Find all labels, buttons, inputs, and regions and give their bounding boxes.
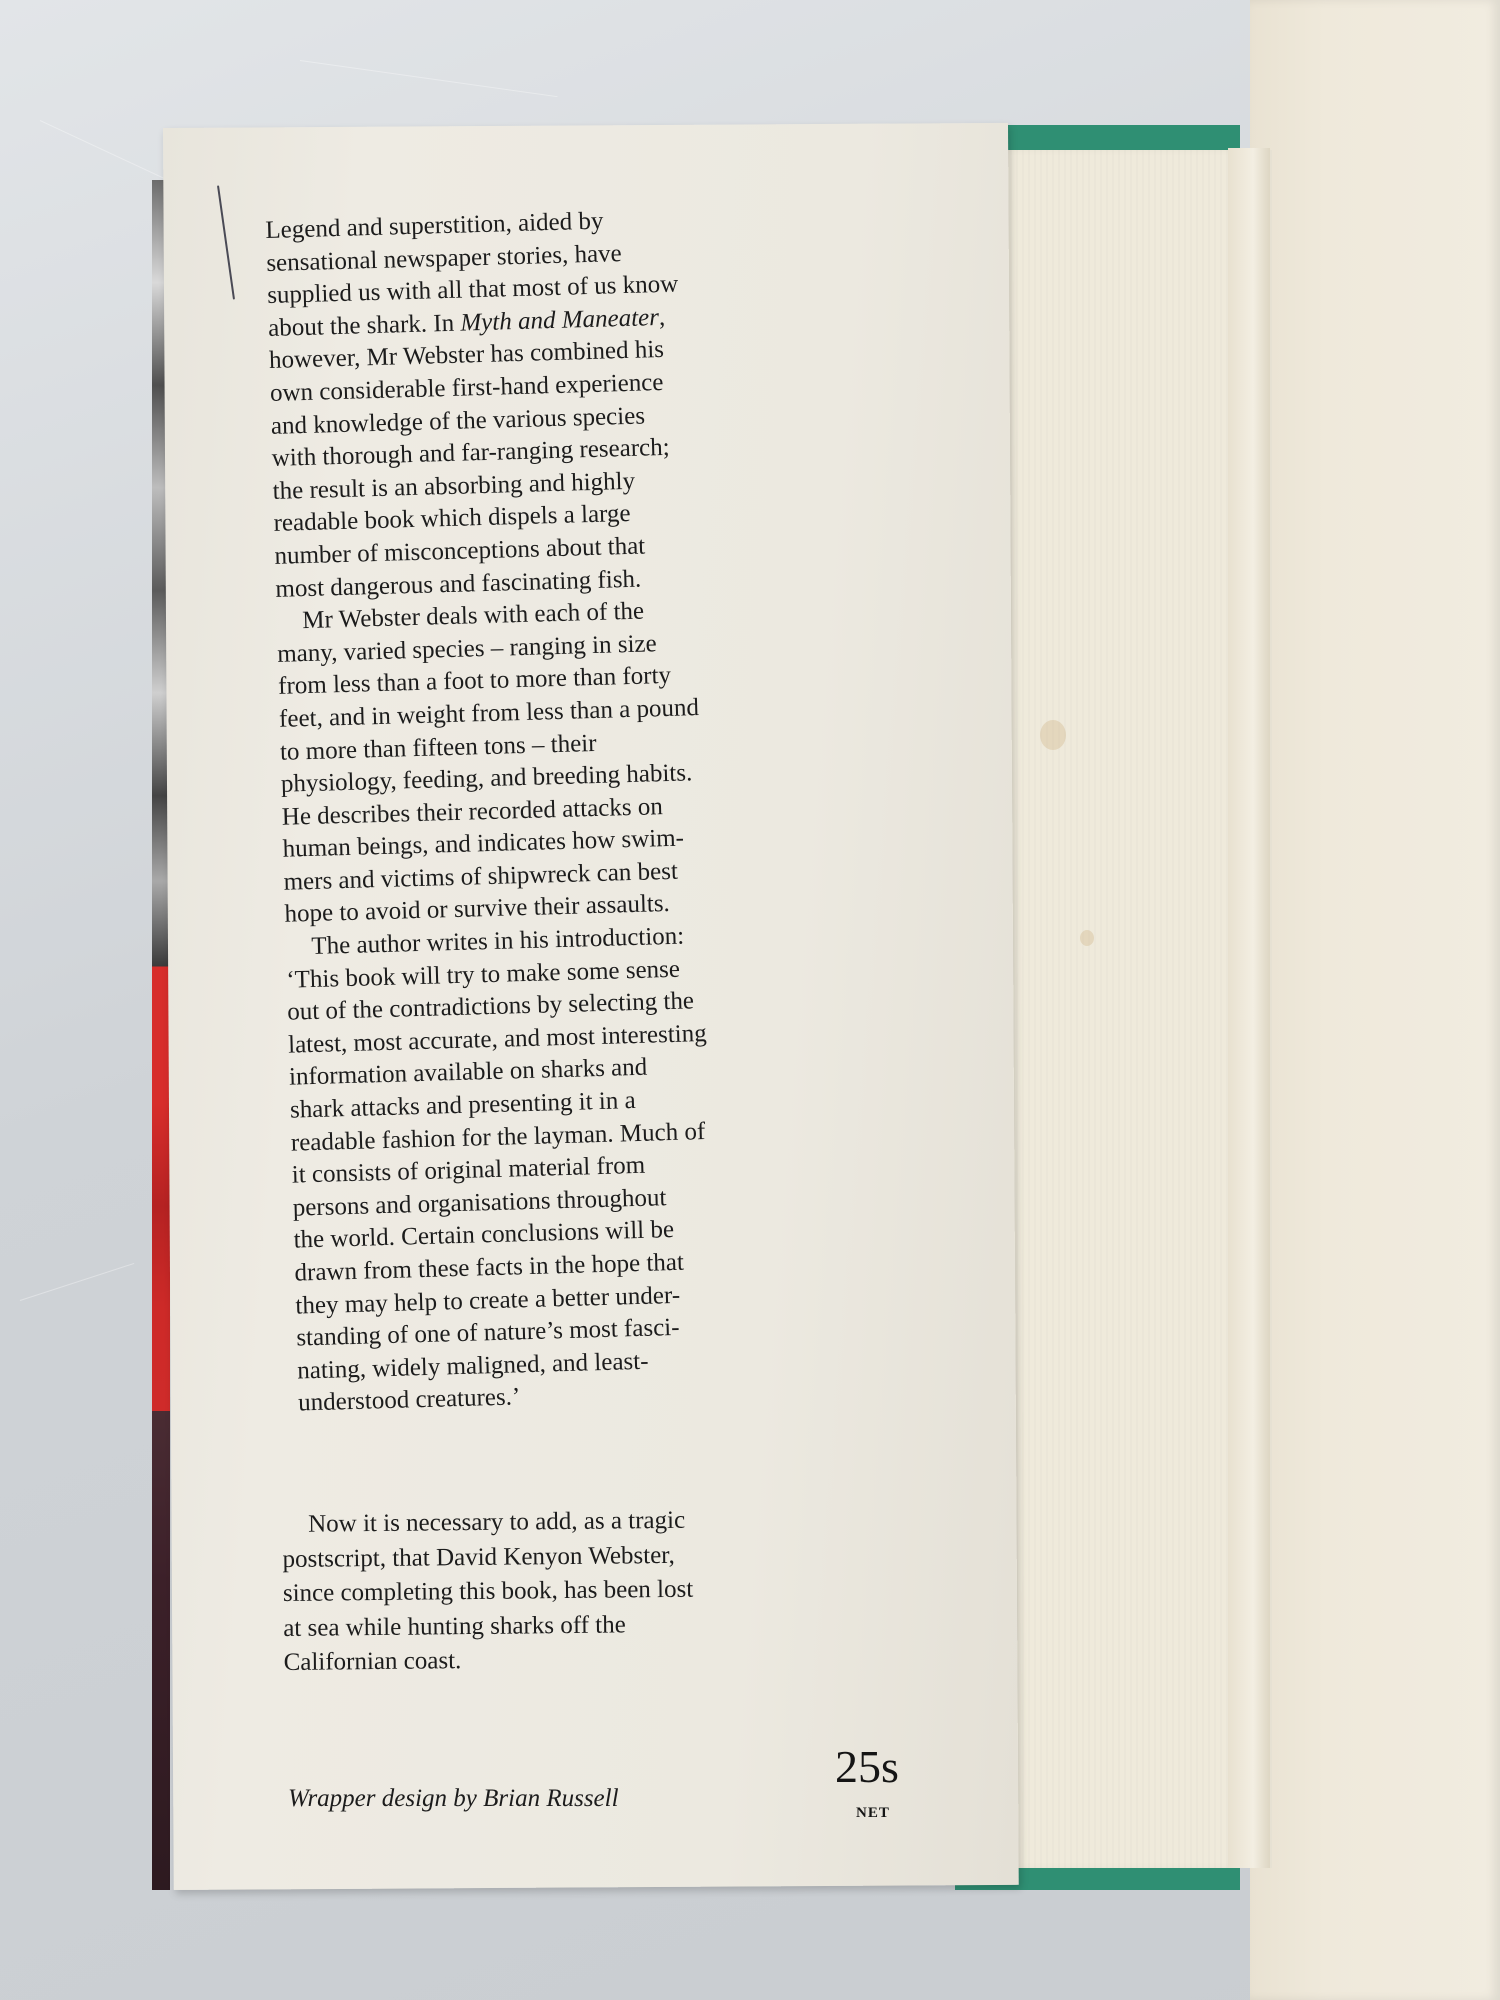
line: however, Mr Webster has combined his (268, 336, 665, 375)
line: the world. Certain conclusions will be (293, 1216, 675, 1255)
book-page-edge (1250, 0, 1500, 2000)
endpaper-fold (1228, 148, 1270, 1868)
line: with thorough and far-ranging research; (271, 433, 670, 473)
line: He describes their recorded attacks on (281, 792, 664, 831)
line: to more than fifteen tons – their (279, 729, 597, 766)
line: it consists of original material from (291, 1151, 646, 1189)
line: about the shark. In Myth and Maneater, (267, 303, 666, 342)
blurb-paragraph-3 (285, 918, 798, 1421)
line: understood creatures.’ (297, 1383, 521, 1417)
foxing-spot (1080, 930, 1094, 946)
blurb-paragraph-2 (276, 592, 785, 932)
line: Now it is necessary to add, as a tragic (308, 1506, 686, 1538)
line: Mr Webster deals with each of the (301, 597, 645, 635)
line: standing of one of nature’s most fasci- (295, 1314, 680, 1352)
blurb-paragraph-1 (265, 201, 776, 606)
line: drawn from these facts in the hope that (294, 1248, 685, 1287)
foxing-spot (1040, 720, 1066, 750)
line: readable book which dispels a large (273, 500, 631, 538)
line: sensational newspaper stories, have (265, 239, 623, 277)
line: ‘This book will try to make some sense (285, 955, 681, 994)
wrapper-design-credit: Wrapper design by Brian Russell (288, 1785, 619, 1812)
line: latest, most accurate, and most interesting (287, 1019, 708, 1059)
line: postscript, that David Kenyon Webster, (282, 1541, 675, 1573)
line: the result is an absorbing and highly (272, 467, 636, 505)
line: Legend and superstition, aided by (265, 207, 604, 244)
line: hope to avoid or survive their assaults. (284, 890, 671, 929)
line: and knowledge of the various species (270, 402, 646, 440)
line: they may help to create a better under- (295, 1281, 681, 1320)
line: shark attacks and presenting it in a (289, 1087, 636, 1124)
line: information available on sharks and (288, 1054, 648, 1092)
blurb-text (265, 201, 798, 1420)
line: nating, widely maligned, and least- (296, 1347, 649, 1385)
line: The author writes in his introduction: (311, 922, 685, 961)
line: human beings, and indicates how swim- (282, 824, 685, 864)
price-label: 25s (835, 1741, 899, 1792)
line: own considerable first-hand experience (269, 368, 664, 407)
line: since completing this book, has been lost (282, 1575, 694, 1607)
price-net-label: NET (856, 1805, 890, 1821)
line: Californian coast. (283, 1647, 462, 1676)
line: at sea while hunting sharks off the (283, 1610, 626, 1642)
line: most dangerous and fascinating fish. (275, 565, 642, 603)
book-title: Myth and Maneater (460, 303, 660, 337)
line: mers and victims of shipwreck can best (283, 857, 679, 896)
line: feet, and in weight from less than a pound (278, 693, 700, 733)
line: supplied us with all that most of us know (266, 270, 679, 310)
line: physiology, feeding, and breeding habits. (280, 759, 693, 798)
line: readable fashion for the layman. Much of (290, 1117, 706, 1157)
postscript-paragraph (282, 1503, 784, 1681)
line: many, varied species – ranging in size (276, 629, 658, 668)
line: out of the contradictions by selecting the (286, 987, 695, 1026)
line: persons and organisations throughout (292, 1183, 667, 1222)
line: number of misconceptions about that (274, 532, 646, 570)
line: from less than a foot to more than forty (277, 662, 672, 701)
